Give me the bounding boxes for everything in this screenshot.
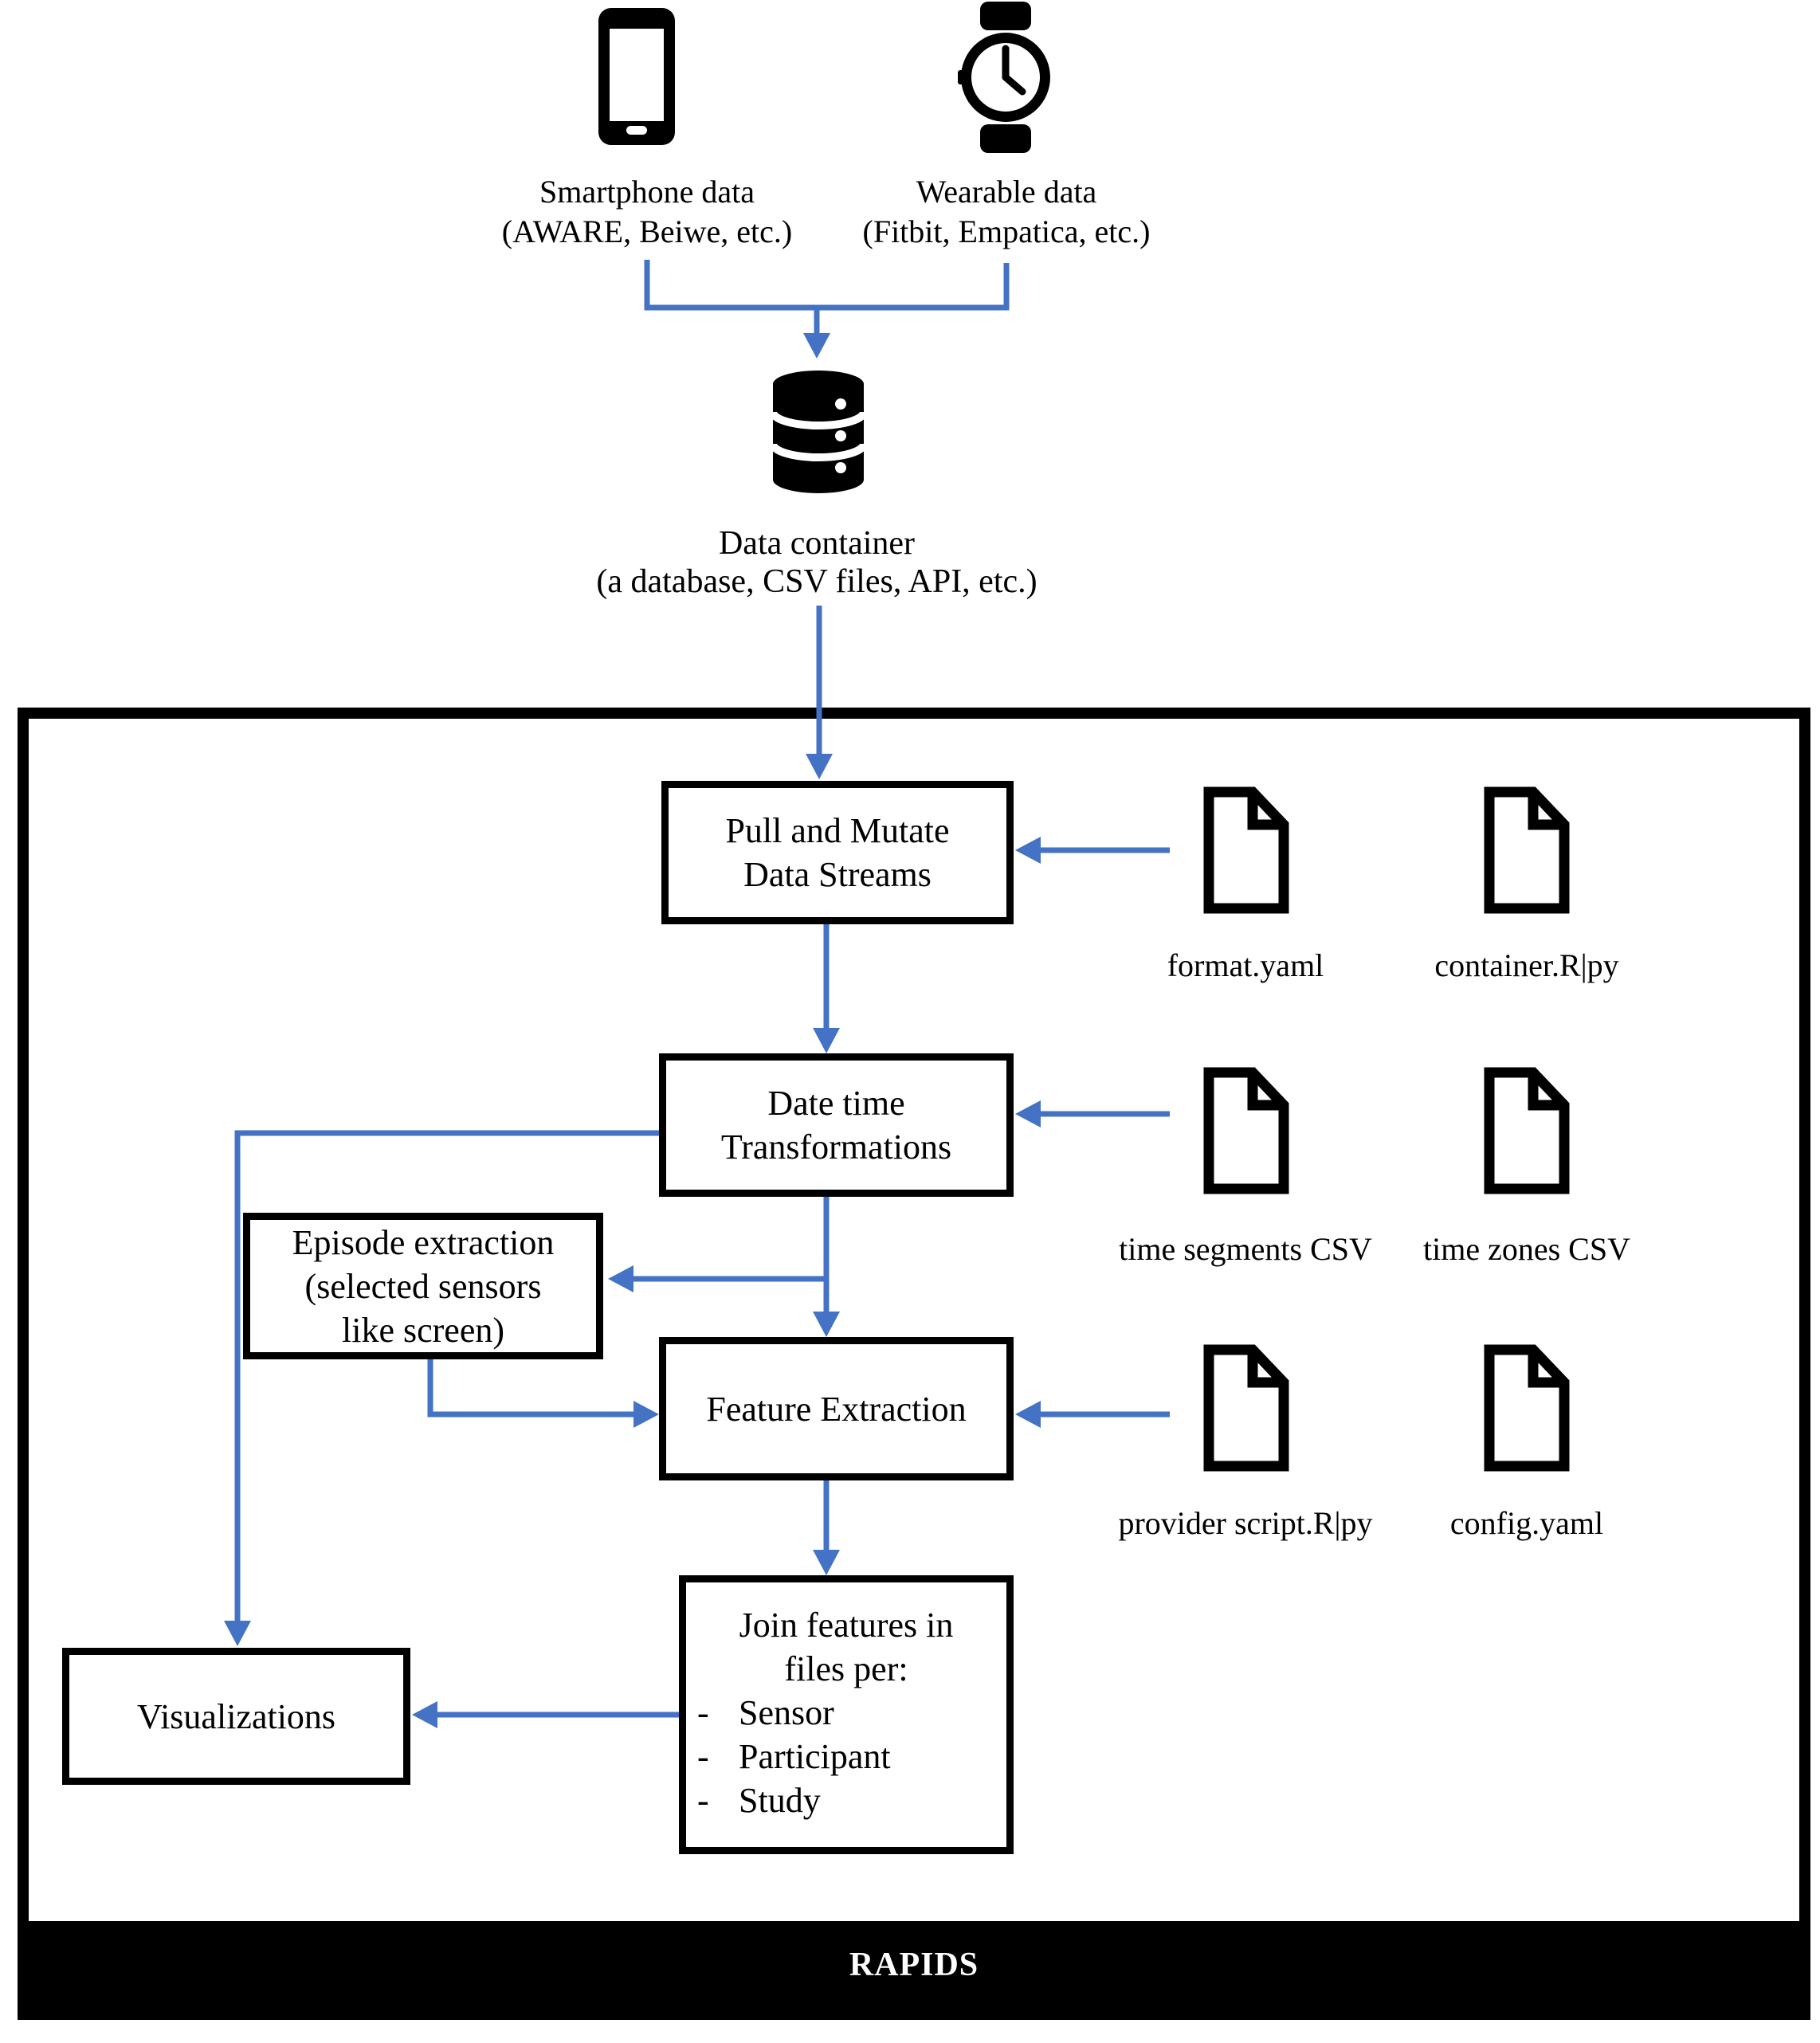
feature-label: Feature Extraction bbox=[706, 1389, 967, 1429]
feature-extraction-box bbox=[659, 1337, 1014, 1480]
pull-mutate-box bbox=[661, 781, 1014, 924]
datetime-line2: Transformations bbox=[720, 1127, 952, 1167]
merge-arrowhead bbox=[803, 333, 830, 359]
rapids-title: RAPIDS bbox=[849, 1947, 979, 1983]
document-icon-format-yaml bbox=[1202, 786, 1291, 915]
join-features-box bbox=[679, 1575, 1014, 1854]
bullet-dash: - bbox=[697, 1737, 709, 1776]
bullet-sensor-label: Sensor bbox=[739, 1693, 834, 1732]
wearable-data-line2: (Fitbit, Empatica, etc.) bbox=[862, 214, 1151, 249]
config-yaml-label: config.yaml bbox=[1449, 1505, 1604, 1541]
time-segments-label: time segments CSV bbox=[1119, 1231, 1372, 1267]
format-yaml-label: format.yaml bbox=[1167, 947, 1324, 983]
bullet-dash: - bbox=[697, 1781, 709, 1820]
smartphone-data-line1: Smartphone data bbox=[539, 174, 755, 210]
bullet-participant-label: Participant bbox=[739, 1737, 891, 1776]
container-rpy-label: container.R|py bbox=[1434, 947, 1619, 983]
smartphone-data-line2: (AWARE, Beiwe, etc.) bbox=[501, 214, 793, 249]
wearable-data-line1: Wearable data bbox=[916, 174, 1097, 210]
sources-merge-line bbox=[647, 260, 1006, 308]
bullet-study-label: Study bbox=[739, 1781, 821, 1820]
episode-line3: like screen) bbox=[342, 1310, 504, 1350]
join-line2: files per: bbox=[784, 1649, 908, 1688]
join-bullet-study bbox=[686, 1778, 1006, 1822]
document-icon-provider-script bbox=[1202, 1343, 1291, 1472]
wearable-data-label bbox=[823, 172, 1190, 252]
pull-mutate-line1: Pull and Mutate bbox=[725, 811, 950, 850]
visualizations-label: Visualizations bbox=[136, 1696, 336, 1736]
episode-line2: (selected sensors bbox=[304, 1266, 542, 1306]
visualizations-box bbox=[62, 1648, 410, 1785]
episode-line1: Episode extraction bbox=[292, 1222, 555, 1262]
time-zones-label: time zones CSV bbox=[1423, 1231, 1630, 1267]
database-icon bbox=[771, 368, 866, 496]
data-container-line1: Data container bbox=[718, 525, 916, 562]
join-bullet-participant bbox=[686, 1735, 1006, 1778]
join-line1: Join features in bbox=[739, 1606, 954, 1645]
datetime-transformations-box bbox=[659, 1053, 1014, 1197]
data-container-label bbox=[546, 524, 1088, 601]
data-container-line2: (a database, CSV files, API, etc.) bbox=[596, 563, 1037, 600]
bullet-dash: - bbox=[697, 1693, 709, 1732]
pull-mutate-line2: Data Streams bbox=[743, 855, 932, 894]
smartphone-icon bbox=[594, 5, 680, 148]
document-icon-container-rpy bbox=[1482, 786, 1571, 915]
document-icon-config-yaml bbox=[1482, 1343, 1571, 1472]
provider-script-label: provider script.R|py bbox=[1118, 1505, 1373, 1541]
document-icon-time-zones bbox=[1482, 1066, 1571, 1195]
join-bullet-sensor bbox=[686, 1691, 1006, 1735]
document-icon-time-segments bbox=[1202, 1066, 1291, 1195]
rapids-footer-bar bbox=[29, 1921, 1799, 2009]
datetime-line1: Date time bbox=[767, 1084, 905, 1123]
watch-icon bbox=[956, 2, 1055, 153]
smartphone-data-label bbox=[464, 172, 830, 252]
episode-extraction-box bbox=[243, 1213, 603, 1359]
